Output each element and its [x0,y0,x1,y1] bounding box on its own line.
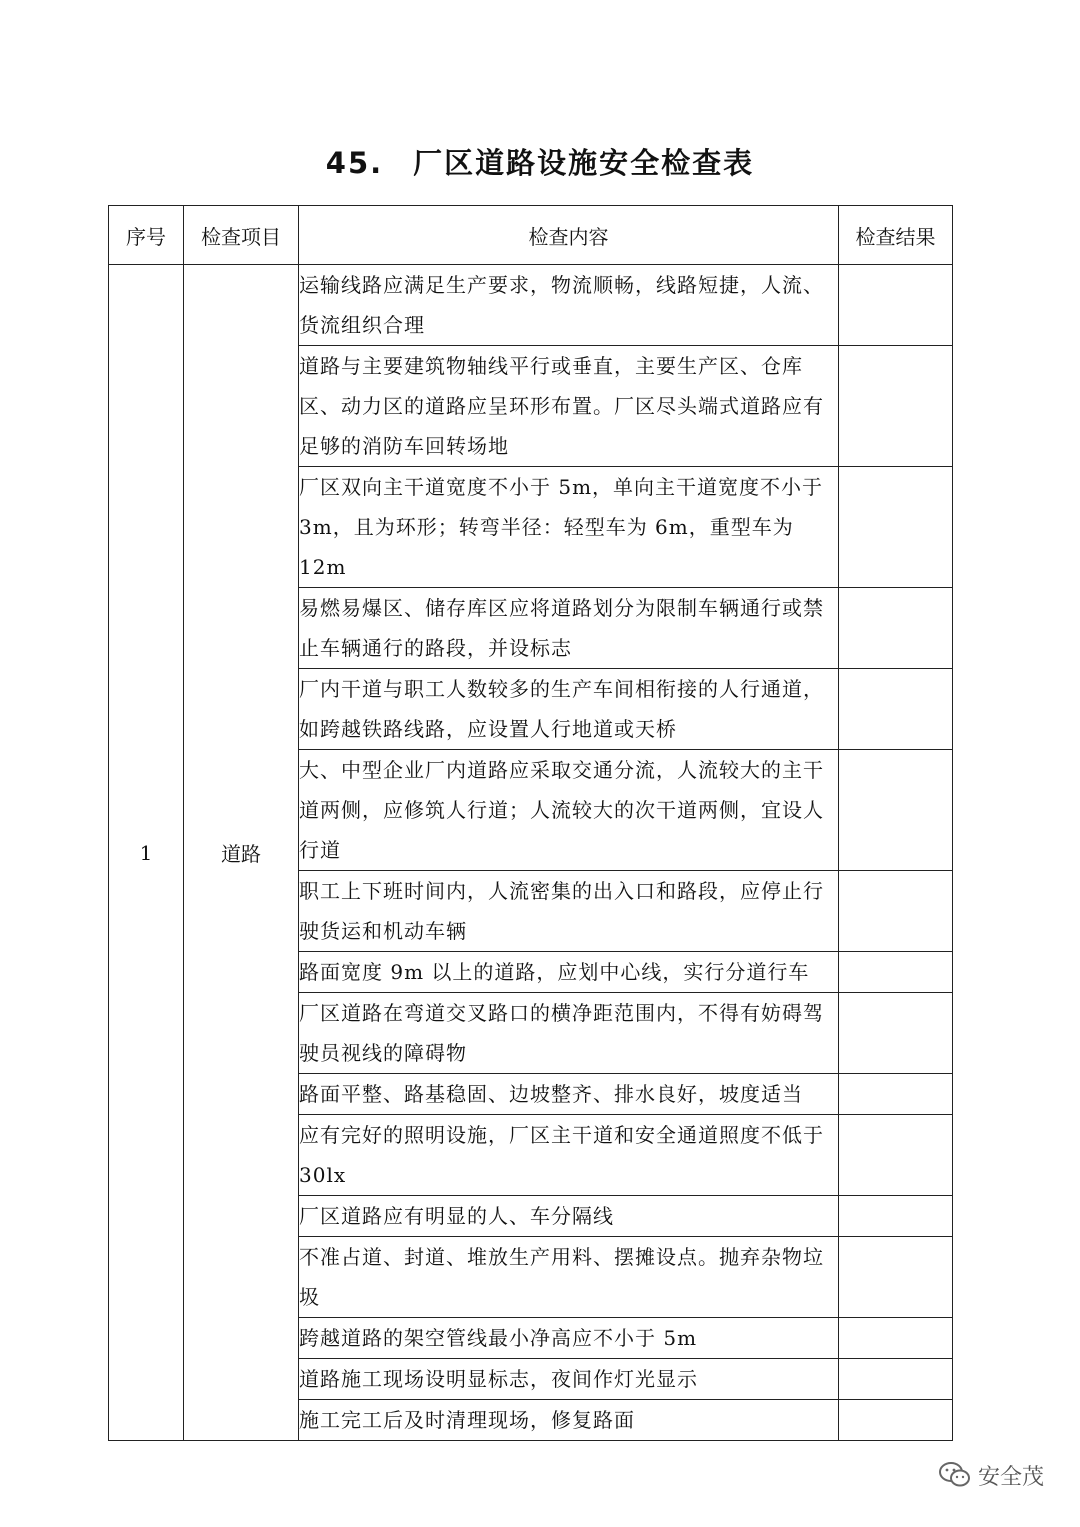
title-number: 45. [325,146,384,180]
result-cell [839,1400,953,1441]
content-cell: 路面平整、路基稳固、边坡整齐、排水良好，坡度适当 [299,1074,839,1115]
result-cell [839,993,953,1074]
result-cell [839,1318,953,1359]
result-cell [839,871,953,952]
result-cell [839,952,953,993]
content-cell: 应有完好的照明设施，厂区主干道和安全通道照度不低于 30lx [299,1115,839,1196]
result-cell [839,1074,953,1115]
result-cell [839,750,953,871]
result-cell [839,265,953,346]
header-item: 检查项目 [184,206,299,265]
watermark-text: 安全茂 [977,1464,1044,1490]
wechat-icon [938,1461,972,1489]
table-row [109,265,953,346]
result-cell [839,346,953,467]
result-cell [839,1359,953,1400]
seq-cell: 1 [109,265,184,1441]
result-cell [839,1115,953,1196]
content-cell: 路面宽度 9m 以上的道路，应划中心线，实行分道行车 [299,952,839,993]
content-cell: 运输线路应满足生产要求，物流顺畅，线路短捷，人流、货流组织合理 [299,265,839,346]
header-result: 检查结果 [839,206,953,265]
result-cell [839,1196,953,1237]
content-cell: 大、中型企业厂内道路应采取交通分流，人流较大的主干道两侧，应修筑人行道；人流较大的次干道两侧，宜设人行道 [299,750,839,871]
title-text: 厂区道路设施安全检查表 [413,146,755,180]
content-cell: 易燃易爆区、储存库区应将道路划分为限制车辆通行或禁止车辆通行的路段，并设标志 [299,588,839,669]
result-cell [839,1237,953,1318]
inspection-table [108,205,953,1441]
content-cell: 道路与主要建筑物轴线平行或垂直，主要生产区、仓库区、动力区的道路应呈环形布置。厂区尽头端式道路应有足够的消防车回转场地 [299,346,839,467]
content-cell: 施工完工后及时清理现场，修复路面 [299,1400,839,1441]
header-seq: 序号 [109,206,184,265]
header-content: 检查内容 [299,206,839,265]
content-cell: 厂区道路在弯道交叉路口的横净距范围内，不得有妨碍驾驶员视线的障碍物 [299,993,839,1074]
content-cell: 厂区双向主干道宽度不小于 5m，单向主干道宽度不小于 3m，且为环形；转弯半径：轻型车为 6m，重型车为 12m [299,467,839,588]
watermark [938,1455,1044,1495]
content-cell: 厂内干道与职工人数较多的生产车间相衔接的人行通道，如跨越铁路线路，应设置人行地道或天桥 [299,669,839,750]
content-cell: 职工上下班时间内，人流密集的出入口和路段，应停止行驶货运和机动车辆 [299,871,839,952]
result-cell [839,467,953,588]
content-cell: 厂区道路应有明显的人、车分隔线 [299,1196,839,1237]
content-cell: 跨越道路的架空管线最小净高应不小于 5m [299,1318,839,1359]
content-cell: 不准占道、封道、堆放生产用料、摆摊设点。抛弃杂物垃圾 [299,1237,839,1318]
content-cell: 道路施工现场设明显标志，夜间作灯光显示 [299,1359,839,1400]
table-header-row [109,206,953,265]
result-cell [839,588,953,669]
result-cell [839,669,953,750]
page-title [0,138,1080,188]
item-cell: 道路 [184,265,299,1441]
